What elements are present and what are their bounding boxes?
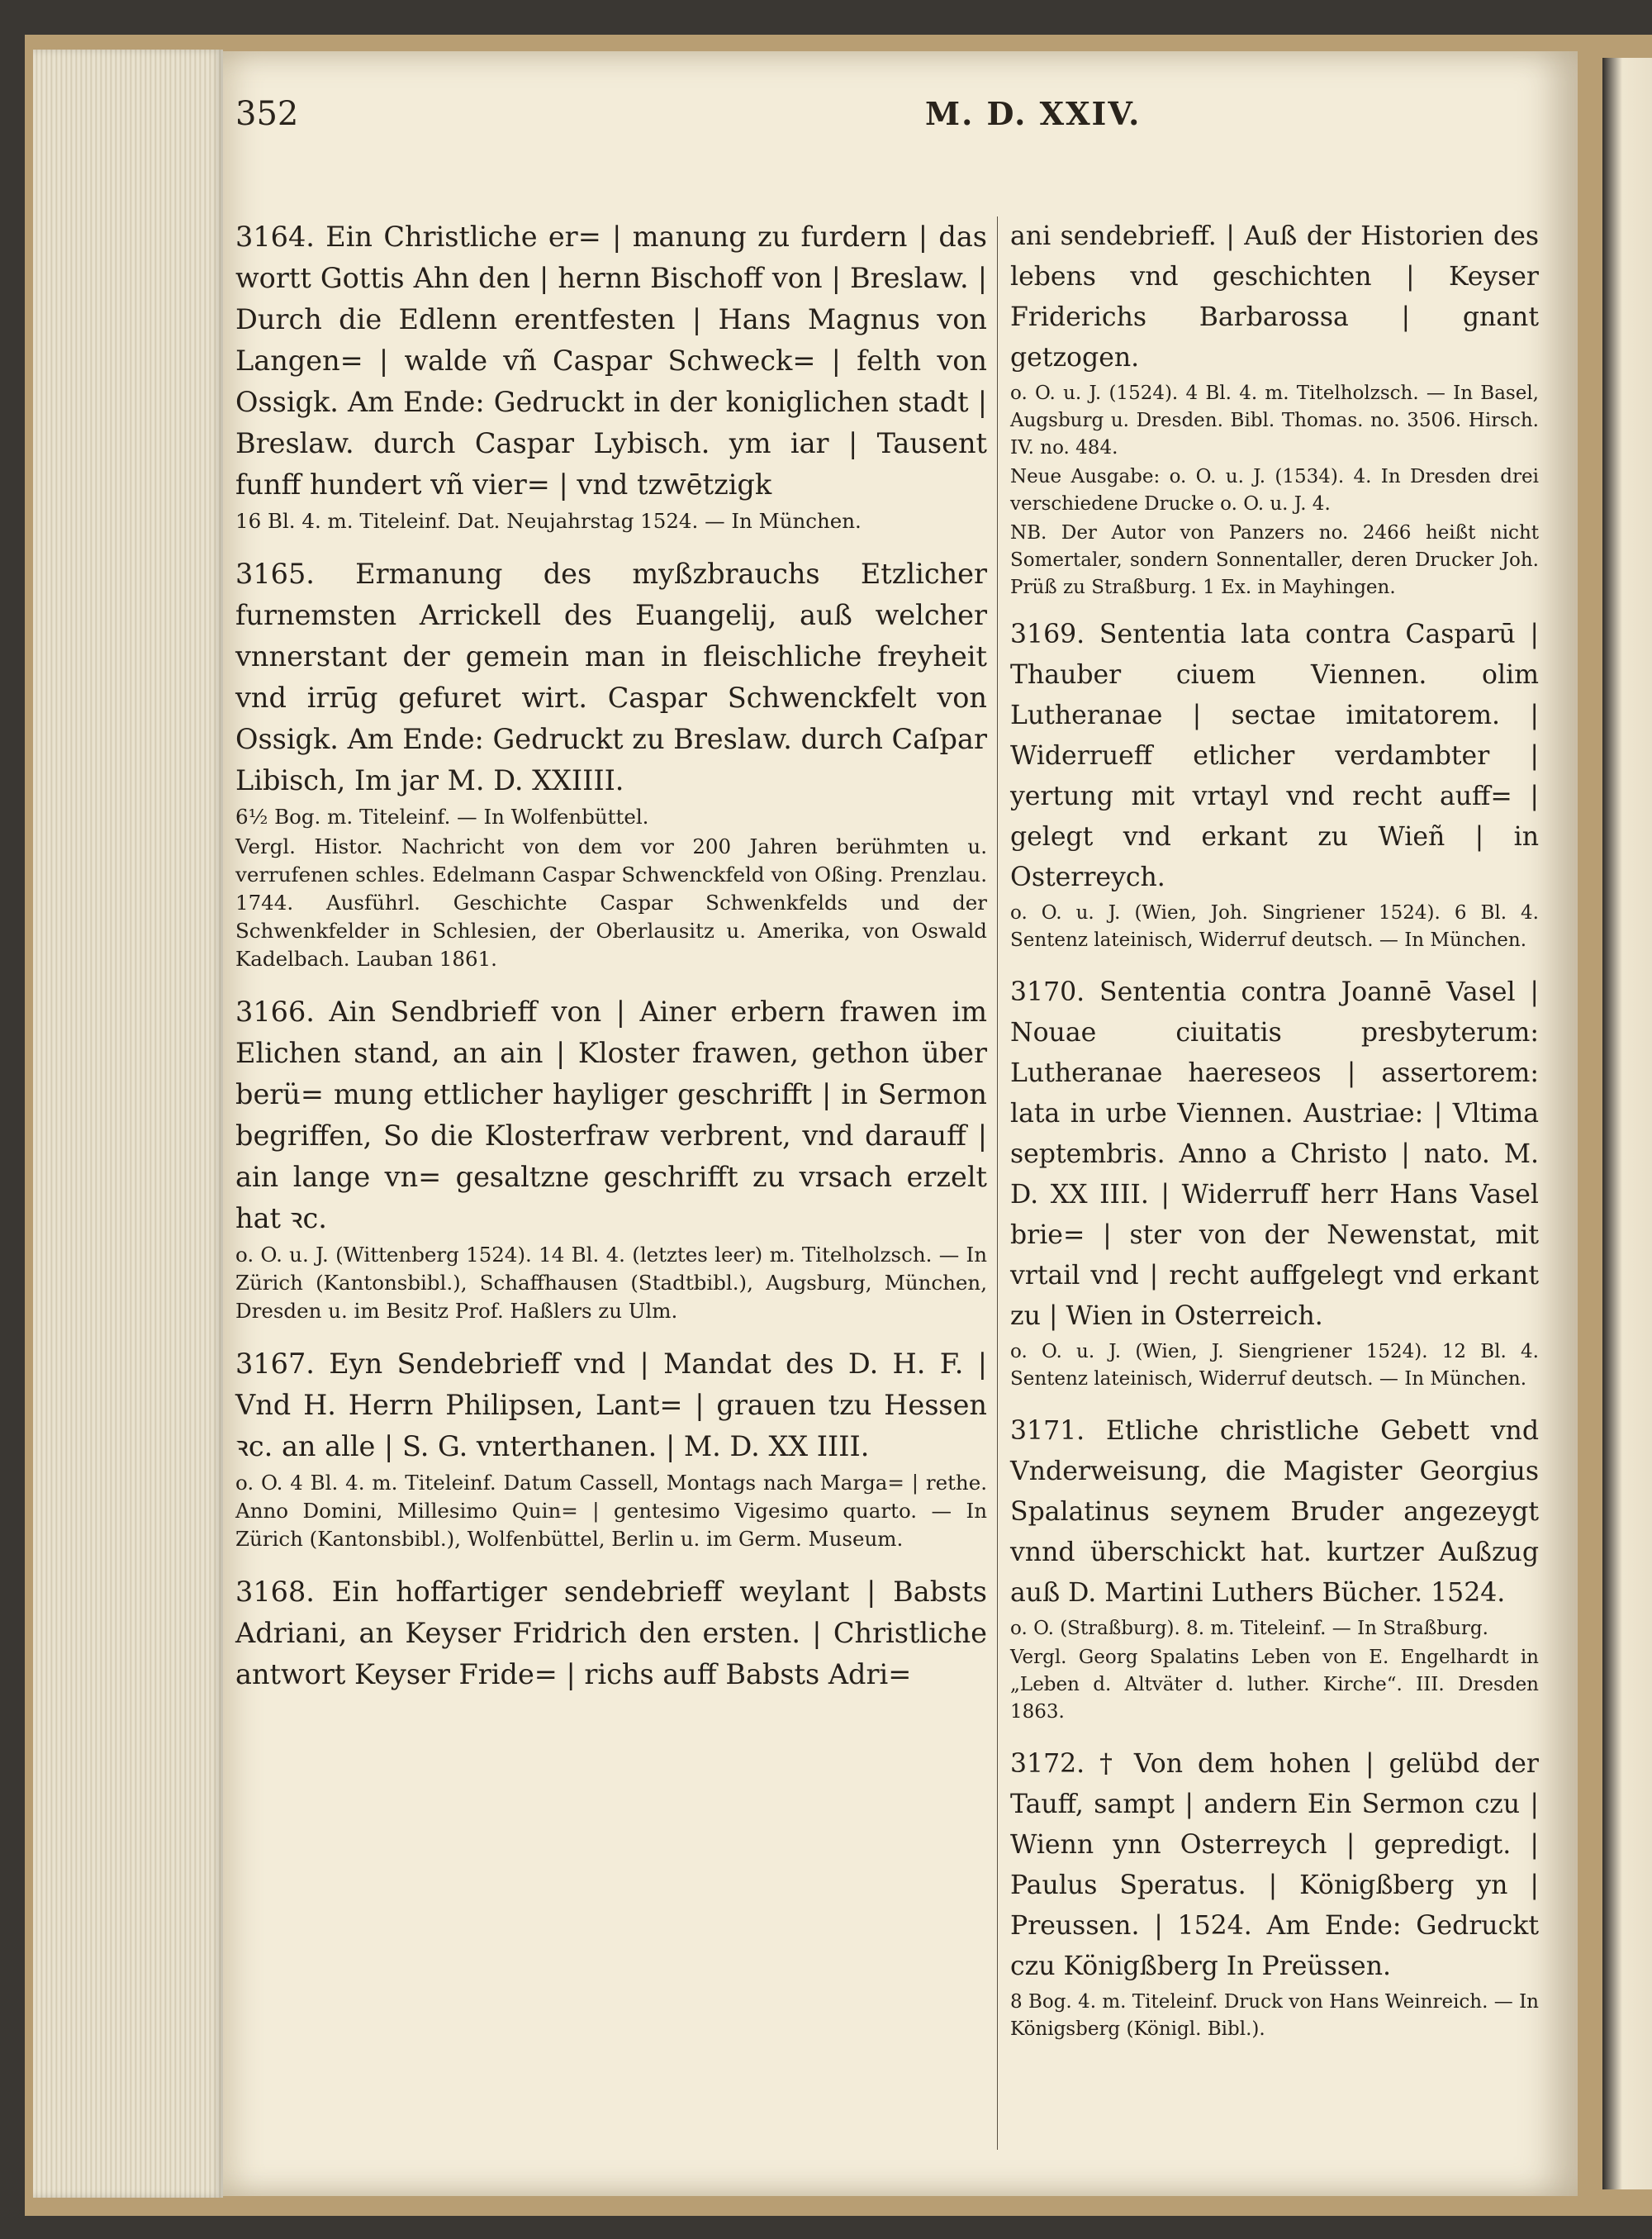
entry-title: Ein Christliche er= | manung zu furdern | das wortt Gottis Ahn den | hernn Bischoff von | Breslaw. | Durch die Edlenn erentfesten | Hans Magnus von Langen= | walde vñ Caspar Schweck= | felth von Ossigk. Am Ende: Gedruckt in der koniglichen stadt | Breslaw. durch Caspar Lybisch. ym iar | Tausent funff hundert vñ vier= | vnd tzwētzigk bbox=[235, 221, 987, 501]
entry-number: 3166. bbox=[235, 996, 315, 1028]
entry-note: 6½ Bog. m. Titeleinf. — In Wolfenbüttel. bbox=[235, 805, 649, 829]
entry-number: 3170. bbox=[1010, 977, 1085, 1007]
entry-note: 8 Bog. 4. m. Titeleinf. Druck von Hans Weinreich. — In Königsberg (Königl. Bibl.). bbox=[1010, 1991, 1539, 2040]
entry-number: 3165. bbox=[235, 558, 315, 590]
entry-note: o. O. (Straßburg). 8. m. Titeleinf. — In Straßburg. bbox=[1010, 1618, 1488, 1639]
entry-note: NB. Der Autor von Panzers no. 2466 heißt nicht Somertaler, sondern Sonnentaller, deren Drucker Joh. Prüß zu Straßburg. 1 Ex. in Mayhingen. bbox=[1010, 522, 1539, 598]
entry-note: Vergl. Histor. Nachricht von dem vor 200 Jahren berühmten u. verrufenen schles. Edelmann Caspar Schwenckfeld von Oßing. Prenzlau. 1744. Ausführl. Geschichte Caspar Schwenkfelds und der Schwenkfelder in Schlesien, der Oberlausitz u. Amerika, von Oswald Kadelbach. Lauban 1861. bbox=[235, 834, 987, 971]
entry-title: Sententia contra Joannē Vasel | Nouae ciuitatis presbyterum: Lutheranae haereseos | assertorem: lata in urbe Viennen. Austriae: | Vltima septembris. Anno a Christo | nato. M. D. XX IIII. | Widerruff herr Hans Vasel brie= | ster von der Newenstat, mit vrtail vnd | recht auffgelegt vnd erkant zu | Wien in Osterreich. bbox=[1010, 977, 1539, 1331]
entry-note: o. O. u. J. (Wittenberg 1524). 14 Bl. 4. (letztes leer) m. Titelholzsch. — In Zürich (Kantonsbibl.), Schaffhausen (Stadtbibl.), Augsburg, München, Dresden u. im Besitz Prof. Haßlers zu Ulm. bbox=[235, 1243, 987, 1323]
running-head: M. D. XXIV. bbox=[925, 95, 1142, 132]
entry-title: † Von dem hohen | gelübd der Tauff, sampt | andern Ein Sermon czu | Wienn ynn Osterreych | gepredigt. | Paulus Speratus. | Königßberg yn | Preussen. | 1524. Am Ende: Gedruckt czu Königßberg In Preüssen. bbox=[1010, 1749, 1539, 1981]
catalog-entry bbox=[1010, 615, 1539, 954]
catalog-entry bbox=[1010, 1411, 1539, 1726]
page-number: 352 bbox=[235, 95, 299, 133]
page-header bbox=[0, 95, 1652, 153]
entry-title: Ermanung des myßzbrauchs Etzlicher furnemsten Arrickell des Euangelij, auß welcher vnnerstant der gemein man in fleischliche freyheit vnd irrūg gefuret wirt. Caspar Schwenckfelt von Ossigk. Am Ende: Gedruckt zu Breslaw. durch Caſpar Libisch, Im jar M. D. XXIIII. bbox=[235, 558, 987, 796]
catalog-entry bbox=[235, 991, 987, 1325]
facing-page-edge bbox=[1602, 58, 1652, 2189]
entry-title: Ein hoffartiger sendebrieff weylant | Babsts Adriani, an Keyser Fridrich den ersten. | Christliche antwort Keyser Fride= | richs auff Babsts Adri= bbox=[235, 1576, 987, 1690]
entry-title: Etliche christliche Gebett vnd Vnderweisung, die Magister Georgius Spalatinus seynem Bruder angezeygt vnnd überschickt hat. kurtzer Außzug auß D. Martini Luthers Bücher. 1524. bbox=[1010, 1416, 1539, 1608]
entry-number: 3168. bbox=[235, 1576, 315, 1608]
column-divider bbox=[997, 216, 998, 2150]
right-column bbox=[1010, 216, 1539, 2061]
entry-number: 3167. bbox=[235, 1348, 315, 1380]
catalog-entry bbox=[1010, 972, 1539, 1393]
page-edges bbox=[33, 50, 223, 2198]
entry-note: o. O. u. J. (Wien, Joh. Singriener 1524). 6 Bl. 4. Sentenz lateinisch, Widerruf deutsch. — In München. bbox=[1010, 902, 1539, 951]
entry-note: Vergl. Georg Spalatins Leben von E. Engelhardt in „Leben d. Altväter d. luther. Kirche“. III. Dresden 1863. bbox=[1010, 1647, 1539, 1723]
left-column bbox=[235, 216, 987, 1714]
entry-number: 3172. bbox=[1010, 1749, 1085, 1779]
catalog-entry bbox=[235, 1343, 987, 1553]
catalog-entry-continuation bbox=[1010, 216, 1539, 601]
catalog-entry bbox=[235, 1571, 987, 1695]
catalog-entry bbox=[235, 554, 987, 973]
entry-note: o. O. u. J. (Wien, J. Siengriener 1524). 12 Bl. 4. Sentenz lateinisch, Widerruf deutsch. — In München. bbox=[1010, 1341, 1539, 1390]
entry-note: o. O. 4 Bl. 4. m. Titeleinf. Datum Cassell, Montags nach Marga= | rethe. Anno Domini, Millesimo Quin= | gentesimo Vigesimo quarto. — In Zürich (Kantonsbibl.), Wolfenbüttel, Berlin u. im Germ. Museum. bbox=[235, 1471, 987, 1551]
entry-note: Neue Ausgabe: o. O. u. J. (1534). 4. In Dresden drei verschiedene Drucke o. O. u. J. 4. bbox=[1010, 466, 1539, 515]
entry-note: 16 Bl. 4. m. Titeleinf. Dat. Neujahrstag 1524. — In München. bbox=[235, 509, 862, 533]
entry-title: Eyn Sendebrieff vnd | Mandat des D. H. F. | Vnd H. Herrn Philipsen, Lant= | grauen tzu Hessen ꝛc. an alle | S. G. vnterthanen. | M. D. XX IIII. bbox=[235, 1348, 987, 1462]
catalog-entry bbox=[235, 216, 987, 535]
entry-number: 3164. bbox=[235, 221, 315, 253]
entry-title: Ain Sendbrieff von | Ainer erbern frawen im Elichen stand, an ain | Kloster frawen, gethon über berü= mung ettlicher hayliger geschrifft | in Sermon begriffen, So die Klosterfraw verbrent, vnd darauff | ain lange vn= gesaltzne geschrifft zu vrsach erzelt hat ꝛc. bbox=[235, 996, 987, 1234]
entry-title: ani sendebrieff. | Auß der Historien des lebens vnd geschichten | Keyser Friderichs Barbarossa | gnant getzogen. bbox=[1010, 221, 1539, 373]
entry-title: Sententia lata contra Casparū | Thauber ciuem Viennen. olim Lutheranae | sectae imitatorem. | Widerrueff etlicher verdambter | yertung mit vrtayl vnd recht auff= | gelegt vnd erkant zu Wieñ | in Osterreych. bbox=[1010, 620, 1539, 892]
entry-number: 3169. bbox=[1010, 620, 1085, 649]
entry-note: o. O. u. J. (1524). 4 Bl. 4. m. Titelholzsch. — In Basel, Augsburg u. Dresden. Bibl. Thomas. no. 3506. Hirsch. IV. no. 484. bbox=[1010, 383, 1539, 459]
catalog-entry bbox=[1010, 1744, 1539, 2043]
entry-number: 3171. bbox=[1010, 1416, 1085, 1446]
